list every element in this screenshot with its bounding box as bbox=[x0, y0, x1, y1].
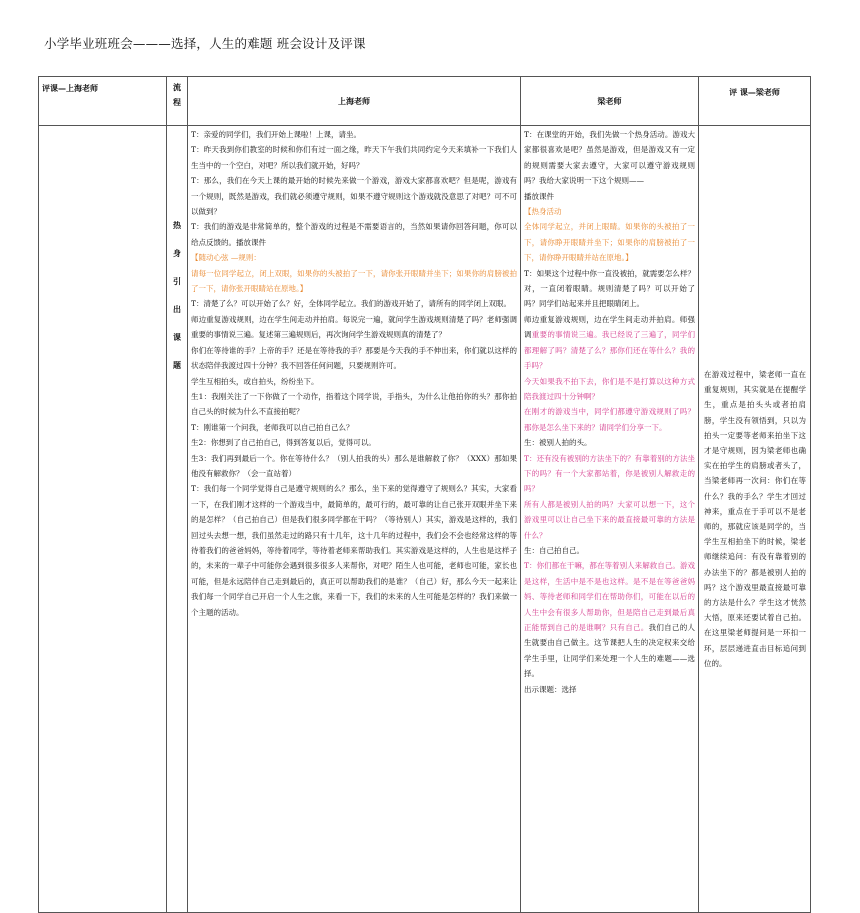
shanghai-paragraph-text: T：刚谁第一个问我，老师我可以自己拍自己么？ bbox=[191, 422, 354, 432]
shanghai-paragraph bbox=[191, 435, 517, 450]
review-shanghai-header: 评课—上海老师 bbox=[39, 77, 167, 126]
review-liang-cell: 在游戏过程中，梁老师一直在重复规则，其实就是在提醒学生，重点是拍头头或者拍肩膀，学生没有领悟到，只以为拍头一定要等老师来拍坐下这才是守规则，因为梁老师也确实在拍学生的肩膀或者头了，当梁老师再一次问：你们在等什么？我的手么？学生才回过神来，重点在于手可以不是老师的，那就应该是同学的，当学生互相拍坐下的时候，梁老师继续追问：有没有靠着别的办法坐下的？都是被别人拍的吗？这个游戏里最直接最可靠的方法是什么？学生这才恍然大悟，原来还要试着自己拍。在这里梁老师提问是一环扣一环，层层递进直击目标追问到位的。 bbox=[699, 126, 811, 913]
shanghai-paragraph bbox=[191, 451, 517, 482]
liang-paragraph bbox=[524, 266, 695, 312]
shanghai-paragraph-text: 生1：我刚关注了一下你做了一个动作，指着这个同学说，手指头，为什么让他拍你的头？那你拍自己头的时候为什么不直接拍呢？ bbox=[191, 391, 517, 417]
liang-paragraph-text: T：还有没有被别的方法坐下的？有靠着别的方法坐下的吗？有一个大家都站着，你是被别人解救走的吗？ bbox=[524, 453, 695, 494]
body-row bbox=[39, 126, 811, 913]
liang-paragraph-text: 所有人都是被别人拍的吗？大家可以想一下，这个游戏里可以让自己坐下来的最直接最可靠的方法是什么？ bbox=[524, 499, 695, 540]
page-title: 小学毕业班班会———选择，人生的难题 班会设计及评课 bbox=[44, 36, 366, 51]
shanghai-paragraph bbox=[191, 481, 517, 620]
liang-paragraph-tail: 我们自己的人生就要由自己做主。这节课把人生的决定权来交给学生手里，让同学们来处理一个人生的难题——选择。 bbox=[524, 623, 696, 679]
shanghai-paragraph bbox=[191, 420, 517, 435]
liang-paragraph bbox=[524, 682, 695, 697]
flow-header bbox=[167, 77, 188, 126]
liang-paragraph bbox=[524, 435, 695, 450]
shanghai-paragraph-text: T：我们的游戏是非常简单的，整个游戏的过程是不需要语言的，当然如果请你回答问题，你可以给点反馈的。播放课件 bbox=[191, 222, 517, 247]
liang-paragraph bbox=[524, 312, 695, 374]
shanghai-paragraph bbox=[191, 389, 517, 420]
shanghai-paragraph-text: 生3：我们再到最后一个。你在等待什么？（别人拍我的头）那么是谁解救了你？（XXX）那如果他没有解救你？（会一直站着） bbox=[191, 453, 517, 478]
liang-paragraph-text: T：如果这个过程中你一直没被拍，就需要怎么样？对，一直闭着眼睛。规则清楚了吗？可以开始了吗？同学们站起来并且把眼睛闭上。 bbox=[524, 268, 695, 309]
flow-header-char-1: 流 bbox=[173, 83, 181, 92]
flow-stage-char: 引 bbox=[173, 277, 181, 286]
flow-stage-char: 题 bbox=[173, 361, 181, 370]
shanghai-paragraph-text: 学生互相拍头，或自拍头，纷纷坐下。 bbox=[191, 376, 319, 386]
liang-teacher-header: 梁老师 bbox=[521, 77, 699, 126]
shanghai-paragraph bbox=[191, 266, 517, 297]
liang-paragraph-text: 今天如果我不拍下去，你们是不是打算以这种方式陪我渡过四十分钟啊？ bbox=[524, 376, 695, 401]
flow-stage-cell bbox=[167, 126, 188, 913]
shanghai-paragraph bbox=[191, 250, 517, 265]
shanghai-paragraph-text: T：那么，我们在今天上课的最开始的时候先来做一个游戏，游戏大家都喜欢吧？但是呢，游戏有一个规则，既然是游戏，我们就必须遵守规则，如果不遵守规则这个游戏就没意思了对吧？可不可以做到？ bbox=[191, 176, 517, 217]
shanghai-teacher-cell bbox=[188, 126, 521, 913]
liang-paragraph-text: 生：被别人拍的头。 bbox=[524, 438, 592, 448]
shanghai-paragraph-text: 【随动心弦 —规则： bbox=[191, 253, 261, 263]
flow-stage-char: 身 bbox=[173, 249, 181, 258]
header-row bbox=[39, 77, 811, 126]
liang-paragraph-text: T：你们都在干嘛，都在等着别人来解救自己。游戏是这样，生活中是不是也这样。是不是在等爸爸妈妈、等待老师和同学们在帮助你们，可能在以后的人生中会有很多人帮助你，但是陪自己走到最后真正能帮到自己的是谁啊？只有自己。 bbox=[524, 561, 695, 632]
liang-paragraph bbox=[524, 404, 695, 435]
shanghai-paragraph-text: T：我们每一个同学觉得自己是遵守规则的么？那么，坐下来的觉得遵守了规则么？其实，大家看一下，在我们刚才这样的一个游戏当中，最简单的，最可行的，最可靠的让自己张开双眼并坐下来的是怎样？（自己拍自己）但是我们很多同学都在干吗？（等待别人）其实，游戏是这样的，我们回过头去想一想，我们虽然走过的路只有十几年，这十几年的过程中，我们会不会也经常这样的等待着我们的爸爸妈妈，等待着同学，等待着老师来帮助我们。其实游戏是这样的，人生也是这样子的，未来的一辈子中可能你会遇到很多很多人来帮你，对吧？陌生人也可能，老师也可能，家长也可能，但是永远陪伴自己走到最后的，真正可以帮助我们的是谁？（自己）好，那么今天一起来让我们每一个同学自己开启一个人生之旅，来看一下，我们的未来的人生可能是怎样的？我们来做一个主题的活动。 bbox=[191, 484, 517, 617]
shanghai-paragraph-text: T：昨天我到你们教室的时候和你们有过一面之缘，昨天下午我们共同约定今天来填补一下我们人生当中的一个空白，对吧？所以我们就开始，好吗？ bbox=[191, 145, 517, 170]
liang-paragraph bbox=[524, 451, 695, 497]
shanghai-paragraph-text: 请每一位同学起立，闭上双眼，如果你的头被拍了一下，请你张开眼睛并坐下；如果你的肩膀被拍了一下，请你张开眼睛站在原地。】 bbox=[191, 268, 517, 294]
flow-header-char-2: 程 bbox=[173, 98, 181, 107]
shanghai-paragraph bbox=[191, 219, 517, 250]
flow-stage-char: 课 bbox=[173, 333, 181, 342]
liang-paragraph bbox=[524, 558, 695, 681]
shanghai-paragraph-text: 生2：你想到了自己拍自己，得到答复以后，觉得可以。 bbox=[191, 438, 376, 448]
shanghai-paragraph bbox=[191, 142, 517, 173]
liang-paragraph-text: 全体同学起立，并闭上眼睛。如果你的头被拍了一下，请你睁开眼睛并坐下；如果你的肩膀被拍了一下，请你睁开眼睛并站在原地。】 bbox=[524, 222, 695, 263]
shanghai-paragraph bbox=[191, 343, 517, 374]
flow-stage-char: 热 bbox=[173, 221, 181, 230]
liang-paragraph bbox=[524, 189, 695, 204]
liang-paragraph-text: 【热身活动 bbox=[524, 207, 562, 217]
liang-paragraph bbox=[524, 374, 695, 405]
shanghai-paragraph-text: T：亲爱的同学们，我们开始上课啦！上课，请坐。 bbox=[191, 130, 362, 139]
flow-stage-char: 出 bbox=[173, 305, 181, 314]
shanghai-paragraph bbox=[191, 173, 517, 219]
liang-paragraph-text: 出示课题：选择 bbox=[524, 684, 577, 694]
shanghai-paragraph bbox=[191, 374, 517, 389]
shanghai-paragraph-text: T：清楚了么？可以开始了么？好，全体同学起立。我们的游戏开始了，请所有的同学闭上双眼。 bbox=[191, 299, 511, 309]
review-liang-header: 评 课—梁老师 bbox=[699, 77, 811, 126]
liang-paragraph-text: 在刚才的游戏当中，同学们都遵守游戏规则了吗？那你是怎么坐下来的？请同学们分享一下。 bbox=[524, 407, 695, 432]
lesson-table bbox=[38, 76, 811, 913]
liang-paragraph-text: 师边重复游戏规则，边在学生间走动并拍肩。师强调 bbox=[524, 314, 695, 340]
shanghai-paragraph-text: 师边重复游戏规则，边在学生间走动并拍肩。每说完一遍，就问学生游戏规则清楚了吗？老师强调重要的事情说三遍。复述第三遍规则后，再次询问学生游戏规则真的清楚了？ bbox=[191, 314, 517, 340]
liang-paragraph-tail: 重要的事情说三遍。我已经说了三遍了，同学们都理解了吗？清楚了么？那你们还在等什么？我的手吗？ bbox=[524, 330, 696, 371]
shanghai-paragraph bbox=[191, 312, 517, 343]
liang-paragraph-text: 播放课件 bbox=[524, 191, 554, 201]
liang-paragraph bbox=[524, 497, 695, 543]
liang-paragraph-text: T：在课堂的开始，我们先做一个热身活动。游戏大家都很喜欢是吧？虽然是游戏，但是游戏又有一定的规则需要大家去遵守，大家可以遵守游戏规则吗？我给大家说明一下这个规则—— bbox=[524, 130, 695, 186]
liang-paragraph bbox=[524, 127, 695, 189]
shanghai-paragraph-text: 你们在等待谁的手？上帝的手？还是在等待我的手？那要是今天我的手不伸出来，你们就以这样的状态陪伴我渡过四十分钟？我不回答任何问题，只要规则许可。 bbox=[191, 345, 517, 371]
shanghai-teacher-header: 上海老师 bbox=[188, 77, 521, 126]
shanghai-paragraph bbox=[191, 296, 517, 311]
review-shanghai-cell bbox=[39, 126, 167, 913]
liang-paragraph bbox=[524, 543, 695, 558]
liang-paragraph-text: 生：自己拍自己。 bbox=[524, 545, 584, 555]
liang-paragraph bbox=[524, 204, 695, 219]
liang-teacher-cell bbox=[521, 126, 699, 913]
liang-paragraph bbox=[524, 219, 695, 265]
shanghai-paragraph bbox=[191, 127, 517, 142]
